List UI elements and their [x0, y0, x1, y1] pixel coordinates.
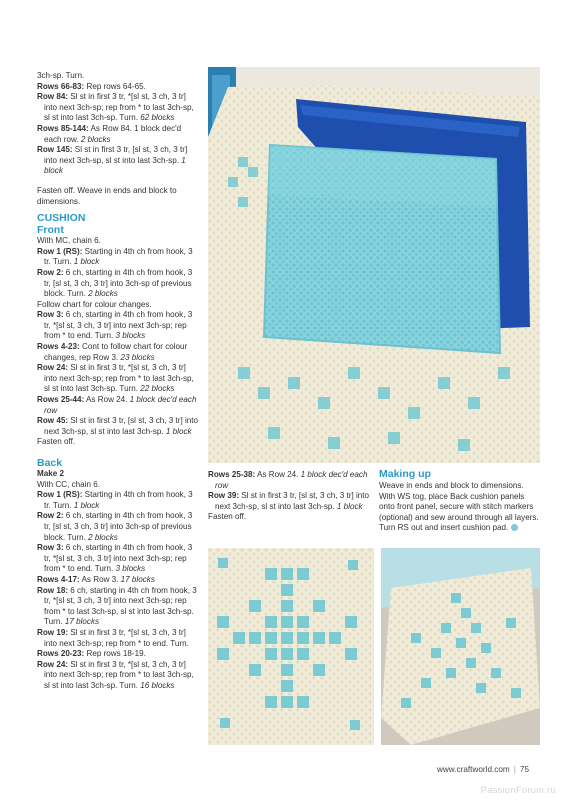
pattern-row [208, 470, 373, 491]
row-count: 1 block [44, 155, 186, 176]
row-count: 16 blocks [140, 680, 175, 690]
pattern-row [208, 491, 373, 512]
pattern-row [37, 490, 199, 511]
pattern-row [37, 363, 199, 395]
back-intro: With CC, chain 6. [37, 479, 100, 489]
back-heading: Back [37, 457, 63, 469]
pattern-row [37, 395, 199, 416]
row-text: Sl st in first 3 tr, *[sl st, 3 ch, 3 tr] into next 3ch-sp; rep from * to last 3ch-sp, sl st into last 3ch-sp. Turn. [44, 659, 194, 690]
making-up-text: Weave in ends and block to dimensions. With WS tog, place Back cushion panels onto front panel, secure with stitch markers (optional) and sew around through all layers. Turn RS out and insert cushion pad. [379, 481, 539, 533]
row-text: As Row 24. [255, 470, 301, 479]
row-label: Row 2: [37, 267, 64, 277]
blanket-corner-photo [381, 548, 540, 745]
right-column [379, 468, 539, 534]
pattern-row [37, 416, 199, 437]
row-text: Starting in 4th ch from hook, 3 tr. Turn. [44, 246, 193, 267]
row-label: Row 1 (RS): [37, 490, 83, 500]
row-label: Row 84: [37, 92, 69, 102]
intro-rows [37, 71, 199, 177]
watermark: PassionForum.ru [480, 785, 556, 796]
row-text: Sl st in first 3 tr, *[sl st, 3 ch, 3 tr] into next 3ch-sp; rep from * to last 3ch-sp, sl st into last 3ch-sp. Turn. [44, 92, 194, 123]
row-label: Row 2: [37, 511, 64, 521]
row-text: Sl st in first 3 tr, *[sl st, 3 ch, 3 tr] into next 3ch-sp; rep from * to last 3ch-sp, sl st into last 3ch-sp. Turn. [44, 363, 194, 394]
row-label: Row 24: [37, 363, 69, 373]
row-text: 6 ch, starting in 4th ch from hook, 3 tr, *[sl st, 3 ch, 3 tr] into next 3ch-sp; rep from * to last 3ch-sp, sl st into last 3ch-sp. Turn. [44, 585, 197, 627]
row-count: 1 block [336, 501, 363, 511]
pattern-row [37, 660, 199, 692]
row-count: 1 block [73, 257, 100, 267]
front-heading: Front [37, 224, 64, 237]
row-label: Rows 25-44: [37, 395, 85, 405]
row-count: 1 block dec'd each row [215, 470, 368, 490]
row-text: Cont to follow chart for colour changes, rep Row 3. [44, 342, 188, 362]
row-label: Rows 4-17: [37, 574, 80, 584]
row-text: Follow chart for colour changes. [37, 299, 152, 309]
pattern-row [37, 628, 199, 649]
row-label: Row 3: [37, 543, 64, 553]
row-label: Row 45: [37, 416, 69, 426]
end-mark-icon [511, 524, 518, 531]
row-text: Starting in 4th ch from hook, 3 tr. Turn. [44, 490, 193, 510]
row-label: Rows 66-83: [37, 81, 85, 91]
page-number: 75 [519, 765, 529, 774]
row-text: As Row 84. 1 block dec'd each row. [44, 123, 182, 144]
pattern-row [37, 71, 199, 82]
cushion-heading: CUSHION [37, 212, 86, 225]
row-text: Fasten off. [208, 512, 247, 522]
pattern-row [37, 300, 199, 311]
pattern-row [37, 342, 199, 363]
making-up-heading: Making up [379, 468, 431, 480]
pattern-row [37, 145, 199, 177]
row-text: 6 ch, starting in 4th ch from hook, 3 tr, [sl st, 3 ch, 3 tr] into 3ch-sp of previous block. Turn. [44, 511, 193, 542]
pattern-row [37, 247, 199, 268]
pattern-row [37, 124, 199, 145]
row-count: 17 blocks [64, 617, 100, 627]
middle-rows [208, 470, 373, 523]
row-label: Rows 25-38: [208, 470, 256, 479]
page-footer [437, 765, 529, 774]
row-text: Sl st in first 3 tr, [sl st, 3 ch, 3 tr] into next 3ch-sp, sl st into last 3ch-sp. [44, 416, 199, 436]
row-count: 2 blocks [88, 532, 118, 542]
row-count: 62 blocks [140, 113, 175, 123]
row-text: As Row 24. [84, 395, 130, 405]
row-label: Rows 20-23: [37, 649, 85, 659]
pattern-row [37, 543, 199, 575]
row-text: 6 ch, starting in 4th ch from hook, 3 tr, *[sl st, 3 ch, 3 tr] into next 3ch-sp; rep from * to end. Turn. [44, 543, 193, 574]
row-text: Sl st in first 3 tr, [sl st, 3 ch, 3 tr] into next 3ch-sp, sl st into last 3ch-sp. [215, 491, 370, 511]
row-text: 6 ch, starting in 4th ch from hook, 3 tr, [sl st, 3 ch, 3 tr] into 3ch-sp of previous block. Turn. [44, 267, 193, 299]
row-count: 1 block [73, 500, 100, 510]
pattern-row [208, 512, 373, 523]
pattern-row [37, 268, 199, 300]
row-count: 3 blocks [115, 331, 146, 341]
fasten-off-note: Fasten off. Weave in ends and block to dimensions. [37, 185, 177, 206]
row-count: 22 blocks [140, 384, 175, 394]
row-label: Row 19: [37, 627, 69, 637]
pattern-row [37, 586, 199, 628]
row-label: Row 145: [37, 145, 73, 155]
row-count: 23 blocks [120, 352, 155, 362]
row-count: 17 blocks [120, 574, 155, 584]
pattern-row [37, 511, 199, 543]
row-label: Row 18: [37, 585, 69, 595]
middle-column [208, 470, 373, 523]
row-text: Rep rows 18-19. [84, 649, 146, 659]
row-text: Sl st in first 3 tr, *[sl st, 3 ch, 3 tr] into next 3ch-sp; rep from * to end. Turn. [44, 627, 189, 648]
row-count: 3 blocks [115, 564, 146, 574]
row-text: Fasten off. [37, 437, 76, 447]
row-text: Sl st in first 3 tr, [sl st, 3 ch, 3 tr] into next 3ch-sp, sl st into last 3ch-sp. [44, 145, 188, 165]
snowflake-closeup-photo [208, 548, 374, 745]
row-label: Rows 4-23: [37, 342, 80, 352]
cushion-photo [208, 67, 540, 463]
pattern-row [37, 92, 199, 124]
footer-site: www.craftworld.com [436, 765, 510, 774]
row-text: Rep rows 64-65. [84, 81, 146, 91]
back-rows [37, 490, 199, 691]
footer-divider: | [513, 765, 516, 774]
pattern-row [37, 310, 199, 342]
row-count: 1 block [165, 426, 192, 436]
left-column [37, 71, 199, 691]
make-count: Make 2 [37, 469, 64, 478]
pattern-row [37, 437, 199, 448]
pattern-row [37, 82, 199, 93]
row-count: 2 blocks [88, 289, 118, 299]
row-label: Rows 85-144: [37, 123, 89, 133]
row-label: Row 24: [37, 659, 69, 669]
row-text: As Row 3. [79, 574, 121, 584]
row-count: 1 block dec'd each row [44, 395, 197, 415]
front-intro: With MC, chain 6. [37, 236, 101, 246]
front-rows [37, 247, 199, 448]
row-text: 6 ch, starting in 4th ch from hook, 3 tr, *[sl st, 3 ch, 3 tr] into next 3ch-sp; rep from * to end. Turn. [44, 310, 193, 341]
pattern-row [37, 575, 199, 586]
row-text: 3ch-sp. Turn. [37, 71, 85, 80]
row-label: Row 39: [208, 491, 240, 501]
pattern-row [37, 649, 199, 660]
row-label: Row 1 (RS): [37, 246, 83, 256]
row-label: Row 3: [37, 310, 64, 320]
row-count: 2 blocks [80, 134, 111, 144]
